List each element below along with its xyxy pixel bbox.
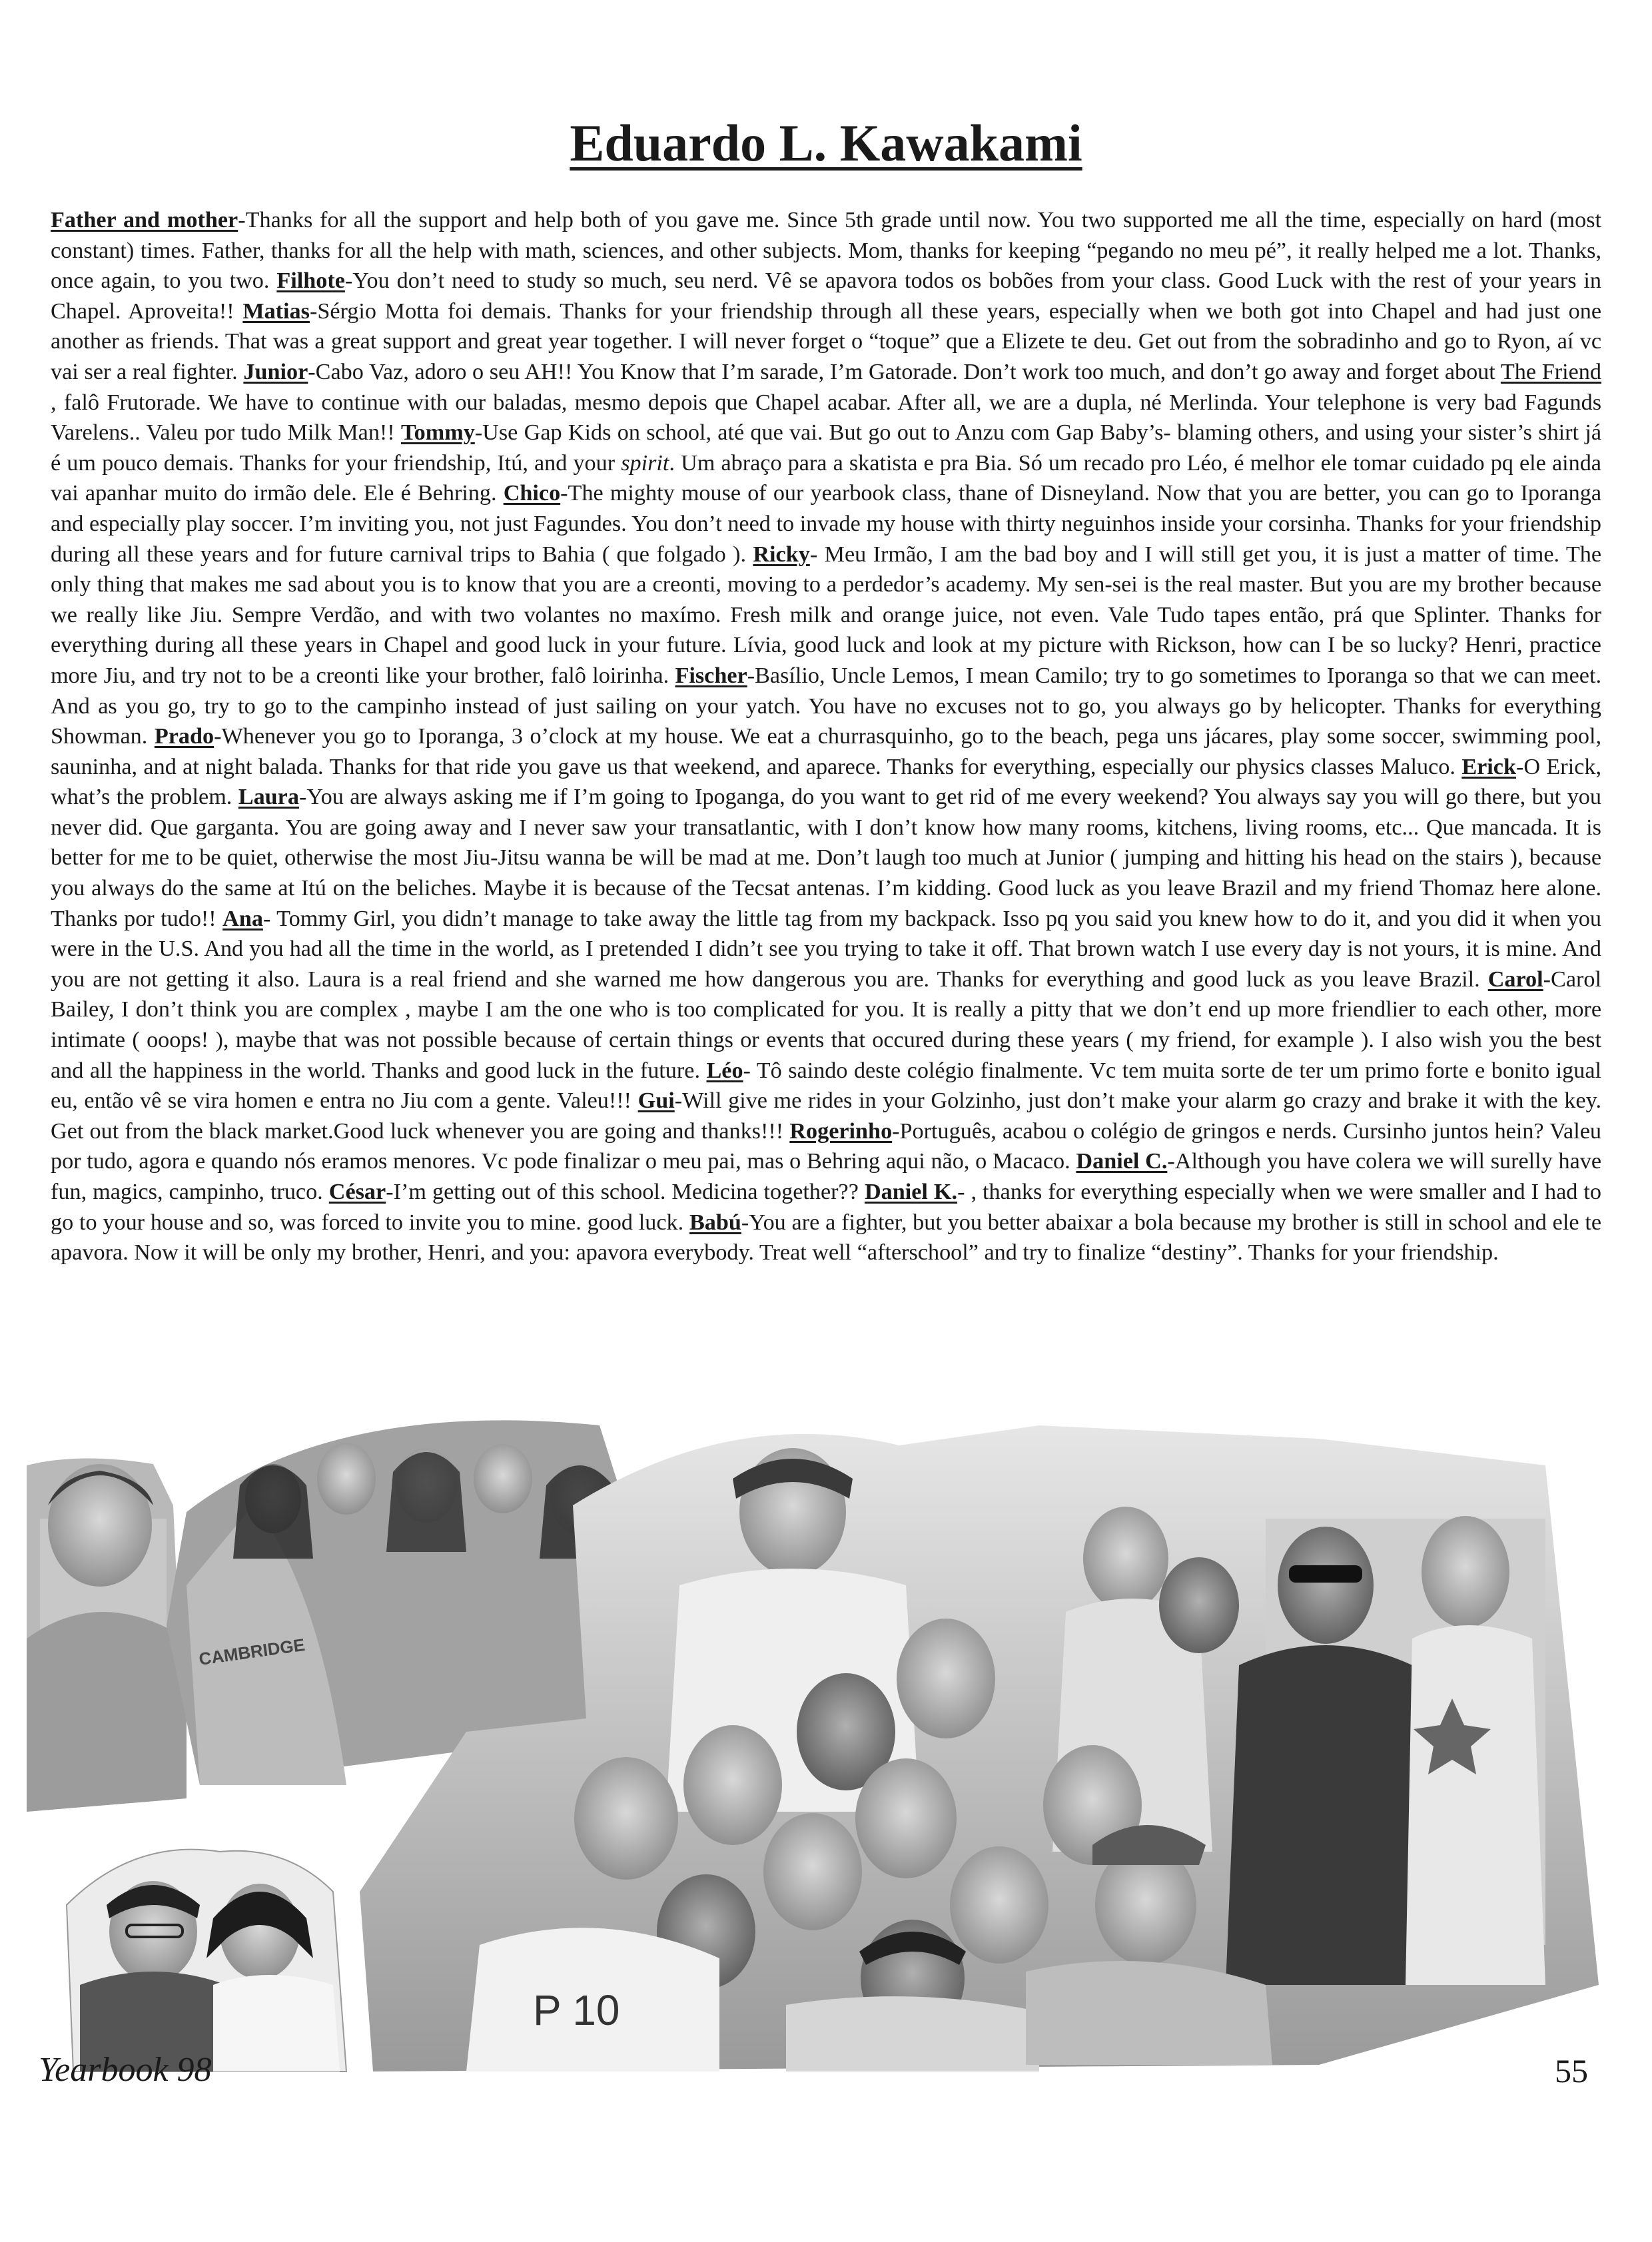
text-segment: -Basílio, Uncle Lemos, I mean Camilo; try to go sometimes to Iporanga so that we can meet. And as you go, try to go to the campinho instead of just sailing on your yatch. You have no excuses not to go, you always go by helicopter. Thanks for everything Showman. — [51, 663, 1601, 749]
photo-parents — [67, 1850, 346, 2071]
person-name: Erick — [1461, 754, 1516, 779]
text-segment: , falô Frutorade. We have to continue with our baladas, mesmo depois que Chapel acabar. After all, we are a dupla, né Merlinda. Your telephone is very bad Fagunds Varelens.. Valeu por tudo Milk Man!! — [51, 390, 1601, 446]
person-name: Laura — [238, 785, 299, 810]
text-segment: spirit — [621, 450, 669, 476]
text-segment: - Tô saindo deste colégio finalmente. Vc tem muita sorte de ter um primo forte e bonito igual eu, então vê se vira homen e entra no Jiu com a gente. Valeu!!! — [51, 1058, 1601, 1114]
person-name: César — [328, 1180, 386, 1204]
page-title: Eduardo L. Kawakami — [570, 114, 1082, 172]
person-name: Matias — [242, 298, 310, 324]
text-segment: . Um abraço para a skatista e pra Bia. Só um recado pro Léo, é melhor ele tomar cuidado pq ele ainda vai apanhar muito do irmão dele. Ele é Behring. — [51, 450, 1601, 506]
text-segment: -Sérgio Motta foi demais. Thanks for your friendship through all these years, especially when we both got into Chapel and had just one another as friends. That was a great support and great year together. I will never forget o “toque” que a Elizete te deu. Get out from the sobradinho and go to Ryon, aí vc vai ser a real fighter. — [51, 298, 1601, 384]
person-name: Léo — [706, 1058, 743, 1083]
person-name: Filhote — [276, 268, 345, 294]
person-name: Junior — [243, 359, 308, 384]
person-name: Father and mother — [51, 208, 238, 232]
text-segment: -You are a fighter, but you better abaixar a bola because my brother is still in school and ele te apavora. Now it will be only my brother, Henri, and you: apavora everybody. Treat well “afterschool” and try to finalize “destiny”. Thanks for your friendship. — [51, 1210, 1601, 1266]
shirt-text-2: P 10 — [533, 1986, 620, 2034]
person-name: Daniel C. — [1076, 1149, 1168, 1174]
person-name: Daniel K. — [864, 1180, 958, 1204]
text-segment: -You are always asking me if I’m going to Ipoganga, do you want to get rid of me every weekend? You always say you will go there, but you never did. Que garganta. You are going away and I never saw your transatlantic, with I don’t know how many rooms, kitchens, living rooms, etc... Que mancada. It is better for me to be quiet, otherwise the most Jiu-Jitsu wanna be will be mad at me. Don’t laugh too much at Junior ( jumping and hitting his head on the stairs ), because you always do the same at Itú on the beliches. Maybe it is because of the Tecsat antenas. I’m kidding. Good luck as you leave Brazil and my friend Thomaz here alone. Thanks por tudo!! — [51, 785, 1601, 931]
person-name: Chico — [503, 481, 561, 506]
collage-image — [0, 1385, 1652, 2085]
photo-boy-left — [27, 1458, 187, 1812]
person-name: Babú — [689, 1210, 741, 1235]
person-name: Ricky — [753, 542, 810, 567]
person-name: Gui — [637, 1088, 675, 1114]
text-segment: - Tommy Girl, you didn’t manage to take away the little tag from my backpack. Isso pq you said you knew how to do it, and you did it when you were in the U.S. And you had all the time in the world, as I pretended I didn’t see you trying to take it off. That brown watch I use every day is not yours, it is mine. And you are not getting it also. Laura is a real friend and she warned me how dangerous you are. Thanks for everything and good luck as you leave Brazil. — [51, 906, 1601, 992]
text-segment: -Cabo Vaz, adoro o seu AH!! You Know that I’m sarade, I’m Gatorade. Don’t work too much, and don’t go away and forget about — [308, 359, 1501, 384]
text-segment: -Will give me rides in your Golzinho, just don’t make your alarm go crazy and brake it with the key. Get out from the black market.Good luck whenever you are going and thanks!!! — [51, 1088, 1601, 1144]
person-name: Rogerinho — [789, 1118, 893, 1144]
photo-collage — [0, 1385, 1652, 2085]
dedication-text — [51, 205, 1601, 1268]
text-segment: -Thanks for all the support and help both of you gave me. Since 5th grade until now. You two supported me all the time, especially on hard (most constant) times. Father, thanks for all the help with math, sciences, and other subjects. Mom, thanks for keeping “pegando no meu pé”, it really helped me a lot. Thanks, once again, to you two. — [51, 208, 1601, 294]
text-segment: -Português, acabou o colégio de gringos e nerds. Cursinho juntos hein? Valeu por tudo, agora e quando nós eramos menores. Vc pode finalizar o meu pai, mas o Behring aqui não, o Macaco. — [51, 1118, 1601, 1174]
text-segment: -You don’t need to study so much, seu nerd. Vê se apavora todos os bobões from your class. Good Luck with the rest of your years in Chapel. Aproveita!! — [51, 268, 1601, 324]
text-segment: -Although you have colera we will surelly have fun, magics, campinho, truco. — [51, 1149, 1602, 1204]
person-name: Carol — [1487, 966, 1543, 992]
text-segment: -Use Gap Kids on school, até que vai. But go out to Anzu com Gap Baby’s- blaming others, and using your sister’s shirt já é um pouco demais. Thanks for your friendship, Itú, and your — [51, 420, 1601, 476]
text-segment: The Friend — [1500, 359, 1601, 384]
text-segment: - Meu Irmão, I am the bad boy and I will still get you, it is just a matter of time. The only thing that makes me sad about you is to know that you are a creonti, moving to a perdedor’s academy. My sen-sei is the real master. But you are my brother because we really like Jiu. Sempre Verdão, and with two volantes no maxímo. Fresh milk and orange juice, not even. Vale Tudo tapes então, prá que Splinter. Thanks for everything during all these years in Chapel and good luck in your future. Lívia, good luck and look at my picture with Rickson, how can I be so lucky? Henri, practice more Jiu, and try not to be a creonti like your brother, falô loirinha. — [51, 542, 1601, 688]
person-name: Fischer — [675, 663, 747, 688]
text-segment: -The mighty mouse of our yearbook class, thane of Disneyland. Now that you are better, you can go to Iporanga and especially play soccer. I’m inviting you, not just Fagundes. You don’t need to invade my house with thirty neguinhos inside your corsinha. Thanks for your friendship during all these years and for future carnival trips to Bahia ( que folgado ). — [51, 481, 1601, 567]
person-name: Ana — [222, 906, 263, 931]
text-segment: - , thanks for everything especially when we were smaller and I had to go to your house and so, was forced to invite you to mine. good luck. — [51, 1180, 1602, 1235]
yearbook-label: Yearbook 98 — [39, 2051, 212, 2089]
person-name: Tommy — [400, 420, 475, 446]
page-number: 55 — [1555, 2052, 1588, 2089]
text-segment: -I’m getting out of this school. Medicina together?? — [386, 1180, 865, 1204]
text-segment: -Whenever you go to Iporanga, 3 o’clock at my house. We eat a churrasquinho, go to the beach, pega uns jácares, play some soccer, swimming pool, sauninha, and at night balada. Thanks for that ride you gave us that weekend, and aparece. Thanks for everything, especially our physics classes Maluco. — [51, 724, 1601, 779]
person-name: Prado — [154, 724, 214, 749]
shirt-text-1: CAMBRIDGE — [197, 1634, 306, 1669]
text-segment: -Carol Bailey, I don’t think you are complex , maybe I am the one who is too complicated for you. It is really a pitty that we don’t end up more friendlier to each other, more intimate ( ooops! ), maybe that was not possible because of certain things or events that occured during these years ( my friend, for example ). I also wish you the best and all the happiness in the world. Thanks and good luck in the future. — [51, 966, 1601, 1083]
text-segment: -O Erick, what’s the problem. — [51, 754, 1602, 810]
